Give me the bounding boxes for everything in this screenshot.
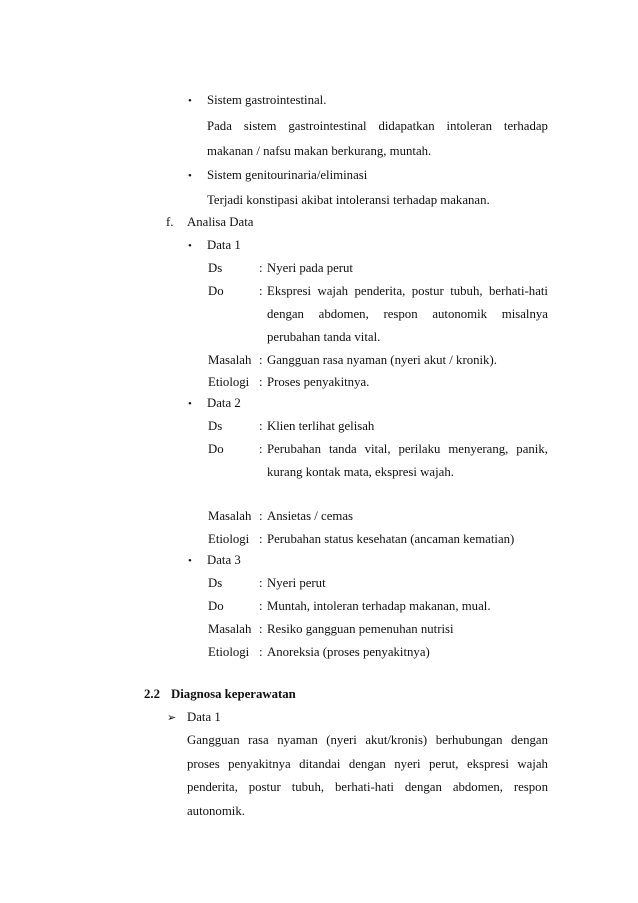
word: ekspresi <box>466 757 509 771</box>
word: dengan <box>511 733 548 747</box>
word: respon <box>513 780 548 794</box>
masalah-label: Masalah <box>208 353 252 367</box>
word: perut, <box>429 757 459 771</box>
diagnosa-para-line2 <box>187 757 548 772</box>
colon: : <box>259 509 263 523</box>
data2-masalah: Ansietas / cemas <box>267 509 353 523</box>
bullet2-text: Terjadi konstipasi akibat intoleransi terhadap makanan. <box>207 193 490 207</box>
bullet-icon: • <box>188 95 192 107</box>
word: dengan <box>267 307 304 321</box>
data2-etiologi: Perubahan status kesehatan (ancaman kematian) <box>267 532 515 546</box>
word: nyeri <box>394 757 421 771</box>
colon: : <box>259 353 263 367</box>
word: terhadap <box>503 119 548 133</box>
word: postur <box>411 284 444 298</box>
data1-do-line3: perubahan tanda vital. <box>267 330 381 344</box>
word: tubuh, <box>450 284 483 298</box>
word: penderita, <box>354 284 406 298</box>
word: vital, <box>364 442 391 456</box>
word: didapatkan <box>378 119 435 133</box>
etiologi-label: Etiologi <box>208 532 250 546</box>
word: ditandai <box>299 757 341 771</box>
ds-label: Ds <box>208 261 223 275</box>
word: dengan <box>404 780 442 794</box>
data1-do-line1 <box>267 284 548 299</box>
word: (nyeri <box>326 733 357 747</box>
word: wajah <box>317 284 349 298</box>
data1-ds: Nyeri pada perut <box>267 261 353 275</box>
word: misalnya <box>501 307 548 321</box>
ds-label: Ds <box>208 419 223 433</box>
data3-masalah: Resiko gangguan pemenuhan nutrisi <box>267 622 454 636</box>
bullet1-title: Sistem gastrointestinal. <box>207 93 327 107</box>
word: abdomen, <box>452 780 503 794</box>
word: nyaman <box>277 733 318 747</box>
word: proses <box>187 757 220 771</box>
data2-do-line2: kurang kontak mata, ekspresi wajah. <box>267 465 454 479</box>
bullet1-line1 <box>207 119 548 134</box>
colon: : <box>259 419 263 433</box>
diagnosa-item-title: Data 1 <box>187 710 221 724</box>
section-letter: f. <box>166 215 174 229</box>
word: abdomen, <box>318 307 369 321</box>
word: berhati-hati <box>489 284 548 298</box>
word: menyerang, <box>448 442 509 456</box>
data3-ds: Nyeri perut <box>267 576 326 590</box>
bullet-icon: • <box>188 240 192 252</box>
colon: : <box>259 532 263 546</box>
word: Perubahan <box>267 442 322 456</box>
word: tubuh, <box>291 780 325 794</box>
arrow-bullet-icon: ➢ <box>167 712 177 724</box>
word: berhubungan <box>435 733 503 747</box>
colon: : <box>259 284 263 298</box>
etiologi-label: Etiologi <box>208 645 250 659</box>
do-label: Do <box>208 442 224 456</box>
data3-etiologi: Anoreksia (proses penyakitnya) <box>267 645 430 659</box>
word: sistem <box>243 119 277 133</box>
word: penyakitnya <box>228 757 291 771</box>
word: autonomik <box>432 307 488 321</box>
data2-ds: Klien terlihat gelisah <box>267 419 375 433</box>
colon: : <box>259 442 263 456</box>
data1-masalah: Gangguan rasa nyaman (nyeri akut / kronik). <box>267 353 497 367</box>
data2-do-line1 <box>267 442 548 457</box>
bullet-icon: • <box>188 398 192 410</box>
data3-title: Data 3 <box>207 553 241 567</box>
word: Gangguan <box>187 733 240 747</box>
bullet-icon: • <box>188 555 192 567</box>
colon: : <box>259 576 263 590</box>
word: tanda <box>328 442 357 456</box>
section-title: Analisa Data <box>187 215 254 229</box>
bullet-icon: • <box>188 170 192 182</box>
do-label: Do <box>208 284 224 298</box>
word: respon <box>383 307 418 321</box>
word: intoleran <box>446 119 492 133</box>
masalah-label: Masalah <box>208 509 252 523</box>
diagnosa-para-line1 <box>187 733 548 748</box>
bullet2-title: Sistem genitourinaria/eliminasi <box>207 168 368 182</box>
word: postur <box>248 780 281 794</box>
word: penderita, <box>187 780 238 794</box>
word: rasa <box>248 733 269 747</box>
colon: : <box>259 645 263 659</box>
data1-title: Data 1 <box>207 238 241 252</box>
ds-label: Ds <box>208 576 223 590</box>
word: wajah <box>517 757 548 771</box>
colon: : <box>259 599 263 613</box>
word: panik, <box>516 442 548 456</box>
word: perilaku <box>398 442 441 456</box>
data1-do-line2 <box>267 307 548 322</box>
section-number: 2.2 <box>144 687 160 701</box>
section-title: Diagnosa keperawatan <box>171 687 296 701</box>
colon: : <box>259 375 263 389</box>
masalah-label: Masalah <box>208 622 252 636</box>
colon: : <box>259 261 263 275</box>
word: Pada <box>207 119 232 133</box>
word: berhati-hati <box>334 780 394 794</box>
word: akut/kronis) <box>365 733 428 747</box>
data1-etiologi: Proses penyakitnya. <box>267 375 370 389</box>
word: dengan <box>348 757 386 771</box>
data2-title: Data 2 <box>207 396 241 410</box>
bullet1-line2: makanan / nafsu makan berkurang, muntah. <box>207 144 432 158</box>
data3-do: Muntah, intoleran terhadap makanan, mual. <box>267 599 491 613</box>
etiologi-label: Etiologi <box>208 375 250 389</box>
colon: : <box>259 622 263 636</box>
word: Ekspresi <box>267 284 312 298</box>
do-label: Do <box>208 599 224 613</box>
diagnosa-para-line4: autonomik. <box>187 804 245 818</box>
word: gastrointestinal <box>288 119 367 133</box>
diagnosa-para-line3 <box>187 780 548 795</box>
